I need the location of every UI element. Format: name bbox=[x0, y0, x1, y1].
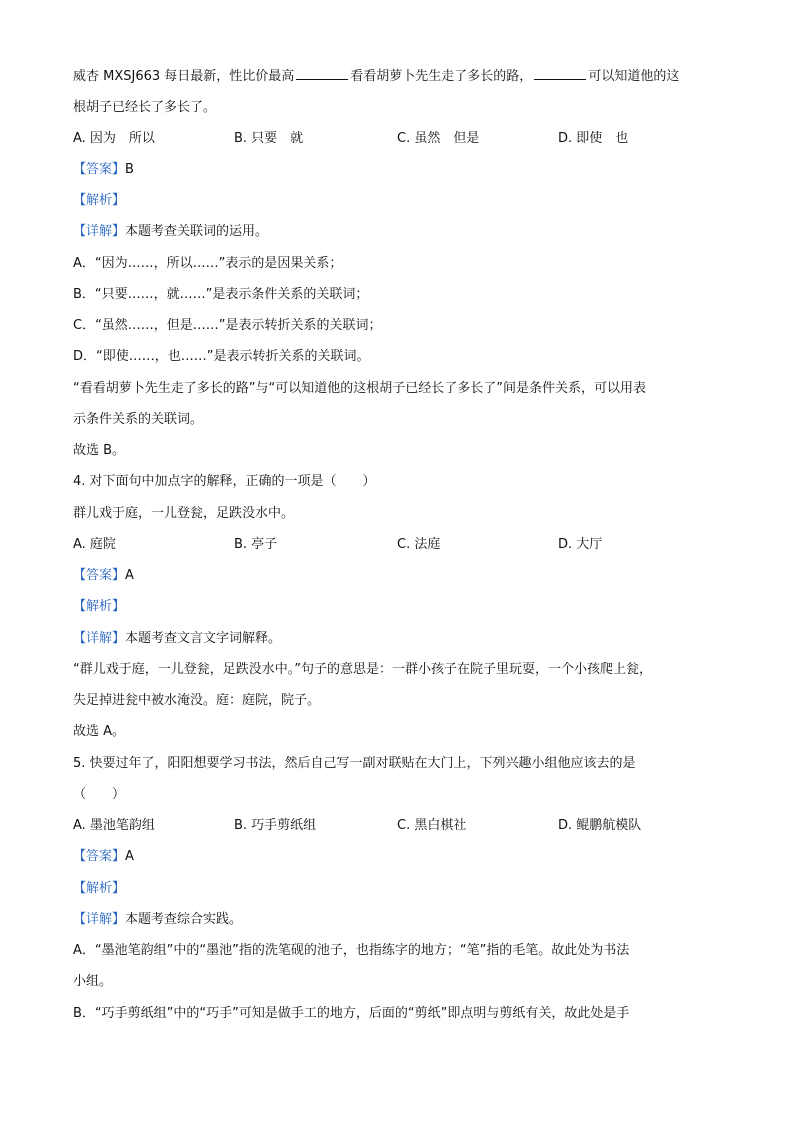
analysis-tag: 【解析】 bbox=[73, 881, 126, 896]
q5-option-a: A. 墨池笔韵组 bbox=[73, 818, 155, 833]
answer-value: A bbox=[125, 568, 134, 583]
q4-explain-line2: 失足掉进瓮中被水淹没。庭：庭院，院子。 bbox=[73, 693, 321, 708]
q4-explain-line1: “群儿戏于庭，一儿登瓮，足跌没水中。”句子的意思是：一群小孩子在院子里玩耍，一个小孩爬上瓮， bbox=[73, 662, 652, 677]
q3-summary-line2: 示条件关系的关联词。 bbox=[73, 412, 204, 427]
q3-option-b: B. 只要 就 bbox=[234, 131, 304, 146]
q4-option-a: A. 庭院 bbox=[73, 537, 116, 552]
q3-blank-2 bbox=[534, 66, 586, 80]
q5-option-c: C. 黑白棋社 bbox=[397, 818, 467, 833]
answer-tag: 【答案】 bbox=[73, 849, 126, 864]
q5-analysis-tag bbox=[73, 879, 723, 899]
q3-option-d: D. 即使 也 bbox=[558, 131, 629, 146]
detail-tag: 【详解】 bbox=[73, 224, 126, 239]
q5-detail bbox=[73, 910, 723, 930]
q3-answer bbox=[73, 160, 723, 180]
q4-option-b: B. 亭子 bbox=[234, 537, 278, 552]
q3-analysis-tag bbox=[73, 191, 723, 211]
answer-tag: 【答案】 bbox=[73, 568, 126, 583]
q5-explain-b-line1: B．“巧手剪纸组”中的“巧手”可知是做手工的地方，后面的“剪纸”即点明与剪纸有关，故此处是手 bbox=[73, 1006, 630, 1021]
analysis-tag: 【解析】 bbox=[73, 193, 126, 208]
q3-stem-part1: 威杏 MXSJ663 每日最新，性比价最高 bbox=[73, 69, 295, 84]
q4-analysis-tag bbox=[73, 597, 723, 617]
q5-answer bbox=[73, 847, 723, 867]
q3-explain-b: B．“只要……，就……”是表示条件关系的关联词； bbox=[73, 287, 369, 302]
analysis-tag: 【解析】 bbox=[73, 599, 126, 614]
q4-detail bbox=[73, 629, 723, 649]
detail-tag: 【详解】 bbox=[73, 912, 126, 927]
answer-value: B bbox=[125, 162, 134, 177]
q4-option-c: C. 法庭 bbox=[397, 537, 441, 552]
q3-option-c: C. 虽然 但是 bbox=[397, 131, 480, 146]
detail-text: 本题考查文言文字词解释。 bbox=[125, 631, 282, 646]
q4-option-d: D. 大厅 bbox=[558, 537, 603, 552]
q5-explain-a-line1: A．“墨池笔韵组”中的“墨池”指的洗笔砚的池子，也指练字的地方；“笔”指的毛笔。故此处为书法 bbox=[73, 943, 630, 958]
q4-conclusion: 故选 A。 bbox=[73, 724, 126, 739]
q5-option-d: D. 鲲鹏航模队 bbox=[558, 818, 642, 833]
q5-stem-line1: 5. 快要过年了，阳阳想要学习书法，然后自己写一副对联贴在大门上，下列兴趣小组他应该去的是 bbox=[73, 756, 636, 771]
q3-stem-line1 bbox=[73, 66, 723, 87]
q4-answer bbox=[73, 566, 723, 586]
q3-stem-part2: 看看胡萝卜先生走了多长的路， bbox=[350, 69, 533, 84]
detail-text: 本题考查关联词的运用。 bbox=[125, 224, 269, 239]
q5-stem-line2: （ ） bbox=[73, 787, 126, 802]
q3-explain-a: A．“因为……，所以……”表示的是因果关系； bbox=[73, 256, 343, 271]
q3-blank-1 bbox=[296, 66, 348, 80]
answer-tag: 【答案】 bbox=[73, 162, 126, 177]
q5-option-b: B. 巧手剪纸组 bbox=[234, 818, 317, 833]
q3-option-a: A. 因为 所以 bbox=[73, 131, 155, 146]
q3-stem-part3: 可以知道他的这 bbox=[588, 69, 680, 84]
detail-text: 本题考查综合实践。 bbox=[125, 912, 243, 927]
q5-explain-a-line2: 小组。 bbox=[73, 974, 113, 989]
q3-detail bbox=[73, 222, 723, 242]
q4-stem: 4. 对下面句中加点字的解释，正确的一项是（ ） bbox=[73, 474, 376, 489]
detail-tag: 【详解】 bbox=[73, 631, 126, 646]
q3-explain-d: D．“即使……，也……”是表示转折关系的关联词。 bbox=[73, 349, 370, 364]
q3-stem-line2: 根胡子已经长了多长了。 bbox=[73, 100, 217, 115]
q4-sentence: 群儿戏于庭，一儿登瓮，足跌没水中。 bbox=[73, 506, 295, 521]
answer-value: A bbox=[125, 849, 134, 864]
q3-conclusion: 故选 B。 bbox=[73, 443, 126, 458]
q3-explain-c: C．“虽然……，但是……”是表示转折关系的关联词； bbox=[73, 318, 382, 333]
q3-summary-line1: “看看胡萝卜先生走了多长的路”与“可以知道他的这根胡子已经长了多长了”间是条件关系，可以用表 bbox=[73, 381, 646, 396]
